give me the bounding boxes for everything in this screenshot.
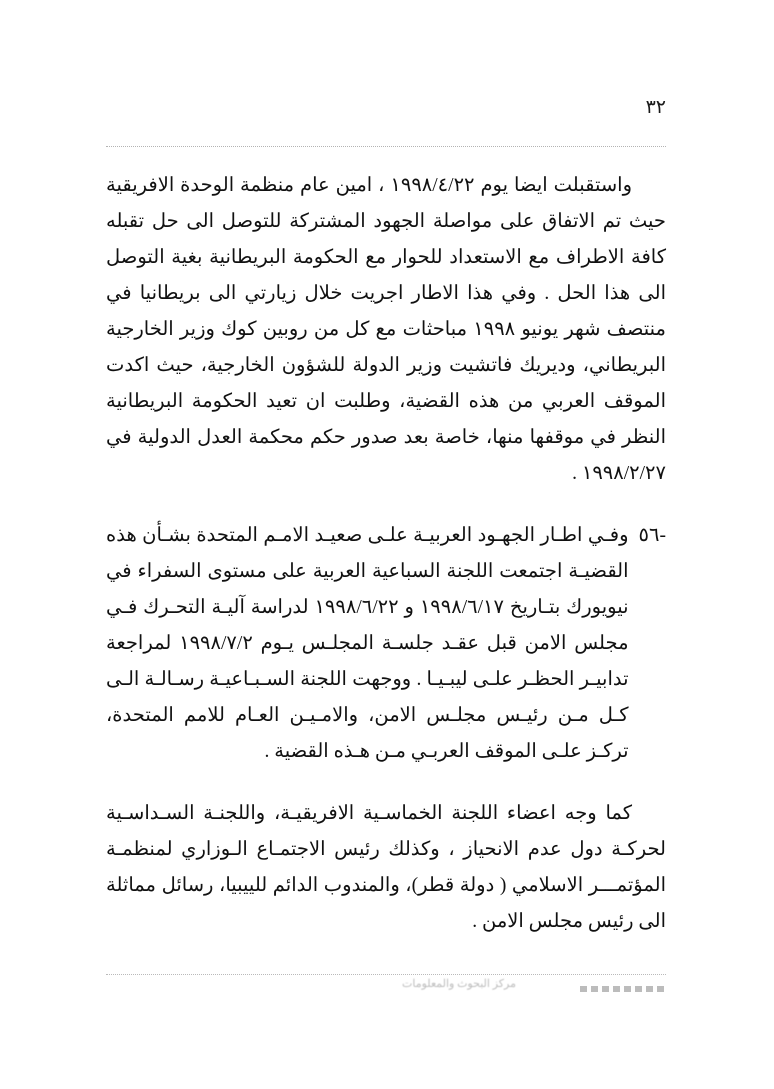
paragraph-1: واستقبلت ايضا يوم ١٩٩٨/٤/٢٢ ، امين عام منظمة الوحدة الافريقية حيث تم الاتفاق على مواصلة الجهود المشتركة للتوصل الى حل تقبله كافة الاطراف مع الاستعداد للحوار مع الحكومة البريطانية بغية التوصل الى هذا الحل . وفي هذا الاطار اجريت خلال زيارتي الى بريطانيا في منتصف شهر يونيو ١٩٩٨ مباحثات مع كل من روبين كوك وزير الخارجية البريطاني، وديريك فاتشيت وزير الدولة للشؤون الخارجية، حيث اكدت الموقف العربي من هذه القضية، وطلبت ان تعيد الحكومة البريطانية النظر في موقفها منها، خاصة بعد صدور حكم محكمة العدل الدولية في ١٩٩٨/٢/٢٧ . [106, 175, 666, 484]
numbered-paragraph-56 [106, 518, 666, 770]
list-marker: -٥٦ [638, 525, 666, 546]
header-divider [106, 146, 666, 147]
footer-divider [106, 974, 666, 975]
page-body [106, 168, 666, 966]
footer-faint-text: مركز البحوث والمعلومات [402, 978, 516, 990]
paragraph-2: وفـي اطـار الجهـود العربيـة علـى صعيـد الامـم المتحدة بشـأن هذه القضيـة اجتمعت اللجنة السباعية العربية على مستوى السفراء في نيويورك بتـاريخ ١٩٩٨/٦/١٧ و ١٩٩٨/٦/٢٢ لدراسة آليـة التحـرك فـي مجلس الامن قبل عقـد جلسـة المجلـس يـوم ١٩٩٨/٧/٢ لمراجعة تدابيـر الحظـر علـى ليبـيـا . ووجهت اللجنة السـبـاعيـة رسـالـة الـى كـل مـن رئيـس مجلـس الامن، والامـيـن العـام للامم المتحدة، تركـز علـى الموقف العربـي مـن هـذه القضية . [106, 525, 629, 762]
paragraph-3: كما وجه اعضاء اللجنة الخماسـية الافريقيـة، واللجنـة السـداسـية لحركـة دول عدم الانحياز ، وكذلك رئيس الاجتمـاع الـوزاري لمنظمـة المؤتمـــر الاسلامي ( دولة قطر)، والمندوب الدائم للييبيا، رسائل مماثلة الى رئيس مجلس الامن . [106, 803, 666, 932]
page-number: ٣٢ [645, 97, 666, 118]
